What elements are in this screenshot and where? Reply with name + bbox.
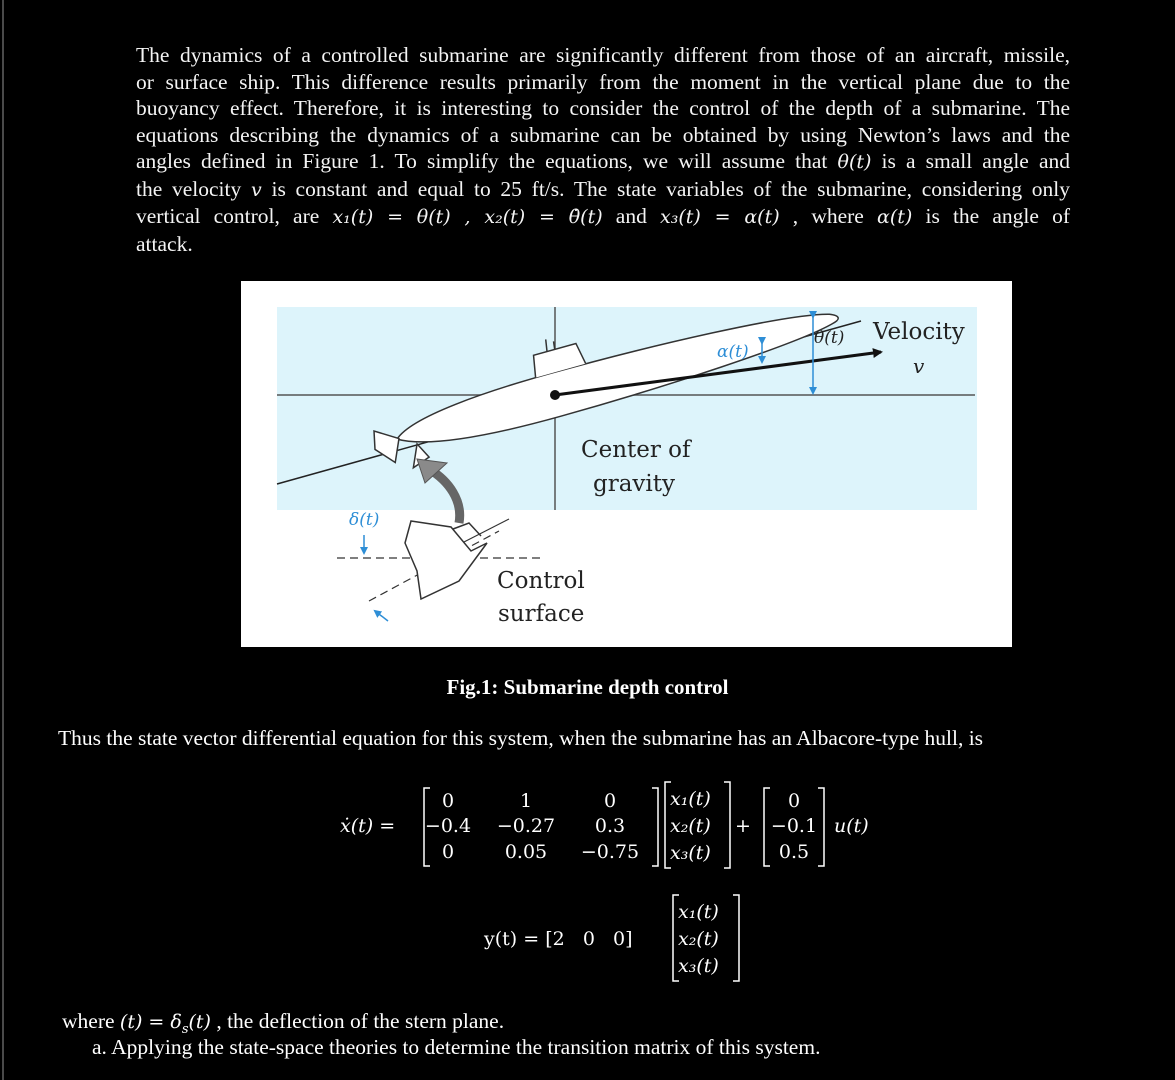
plus-sign: + (735, 815, 751, 837)
figure-caption: Fig.1: Submarine depth control (446, 675, 729, 699)
matrix-a-cell: 0.05 (504, 841, 548, 863)
center-of-gravity-label: gravity (593, 471, 676, 497)
state-lhs: ẋ(t) = (340, 815, 396, 837)
matrix-a-cell: 0.3 (594, 815, 626, 837)
submarine-figure (241, 281, 1012, 647)
output-vector-entry: x₁(t) (678, 901, 719, 923)
intro-line: buoyancy effect. Therefore, it is interesting to consider the control of the depth of a submarine. The (136, 96, 1070, 120)
intro-line: The dynamics of a controlled submarine are significantly different from those of an aircraft, missile, (136, 43, 1070, 67)
matrix-b-right-bracket (818, 788, 824, 866)
output-vector-right-bracket (733, 895, 739, 981)
state-vector-entry: x₃(t) (670, 842, 711, 864)
intro-paragraph (136, 42, 1070, 257)
state-vector-right-bracket (724, 782, 730, 868)
thus-sentence: Thus the state vector differential equation for this system, when the submarine has an Albacore-type hull, is (58, 726, 984, 750)
alpha-math: α(t) (877, 206, 913, 228)
center-of-gravity-label: Center of (581, 437, 691, 463)
deflection-arrow (375, 611, 388, 621)
velocity-math: v (251, 178, 262, 201)
matrix-b-cell: 0.5 (778, 841, 810, 863)
state-vector-entry: x₂(t) (670, 815, 711, 837)
intro-line: angles defined in Figure 1. To simplify the equations, we will assume that θ(t) is a small angle and (136, 149, 1070, 173)
left-border (2, 0, 4, 1080)
matrix-a-cell: −0.4 (424, 815, 472, 837)
stern-deflection-math: $(t) = \delta_s(t)$ (119, 1011, 211, 1037)
delta-label: δ(t) (349, 510, 380, 530)
output-equation (480, 890, 780, 985)
velocity-symbol: v (913, 354, 925, 378)
intro-line: attack. (136, 231, 193, 256)
theta-math: θ(t) (837, 151, 872, 173)
question-a: a. Applying the state-space theories to determine the transition matrix of this system. (92, 1035, 821, 1059)
intro-line: vertical control, are x₁(t) = θ(t) , x₂(t) = θ̇(t) and x₃(t) = α(t) , where α(t) is the angle of (136, 204, 1071, 228)
theta-label: θ(t) (814, 328, 845, 348)
matrix-b-cell: −0.1 (770, 815, 818, 837)
control-surface-fin (405, 521, 487, 599)
matrix-a-cell: −0.75 (580, 841, 640, 863)
intro-line: or surface ship. This difference results primarily from the moment in the vertical plane due to the (136, 69, 1070, 94)
output-vector-entry: x₃(t) (678, 955, 719, 977)
state-vector-entry: x₁(t) (670, 788, 711, 810)
velocity-label: Velocity (873, 319, 965, 345)
matrix-a-cell: 0 (441, 790, 455, 812)
control-surface-label: Control (497, 568, 585, 594)
matrix-a-right-bracket (652, 788, 658, 866)
alpha-state-math: x₃(t) = α(t) (660, 206, 780, 228)
where-sentence: where $(t) = \delta_s(t)$ , the deflection of the stern plane. (62, 1009, 505, 1037)
matrix-a-cell: −0.27 (496, 815, 556, 837)
matrix-a-cell: 1 (519, 790, 533, 812)
intro-line: equations describing the dynamics of a submarine can be obtained by using Newton’s laws and the (136, 122, 1070, 147)
intro-line: the velocity v is constant and equal to 25 ft/s. The state variables of the submarine, considering only (136, 176, 1071, 201)
matrix-b-left-bracket (764, 788, 770, 866)
state-equation (330, 780, 890, 875)
output-vector-entry: x₂(t) (678, 928, 719, 950)
state-vars-math: x₁(t) = θ(t) , x₂(t) = θ̇(t) (332, 206, 603, 228)
control-surface-label: surface (498, 601, 585, 627)
matrix-b-cell: 0 (787, 790, 801, 812)
alpha-label: α(t) (717, 342, 749, 362)
matrix-a-cell: 0 (441, 841, 455, 863)
matrix-a-cell: 0 (603, 790, 617, 812)
input-symbol: u(t) (834, 815, 869, 837)
output-lhs: y(t) = [2 0 0] (484, 928, 633, 950)
